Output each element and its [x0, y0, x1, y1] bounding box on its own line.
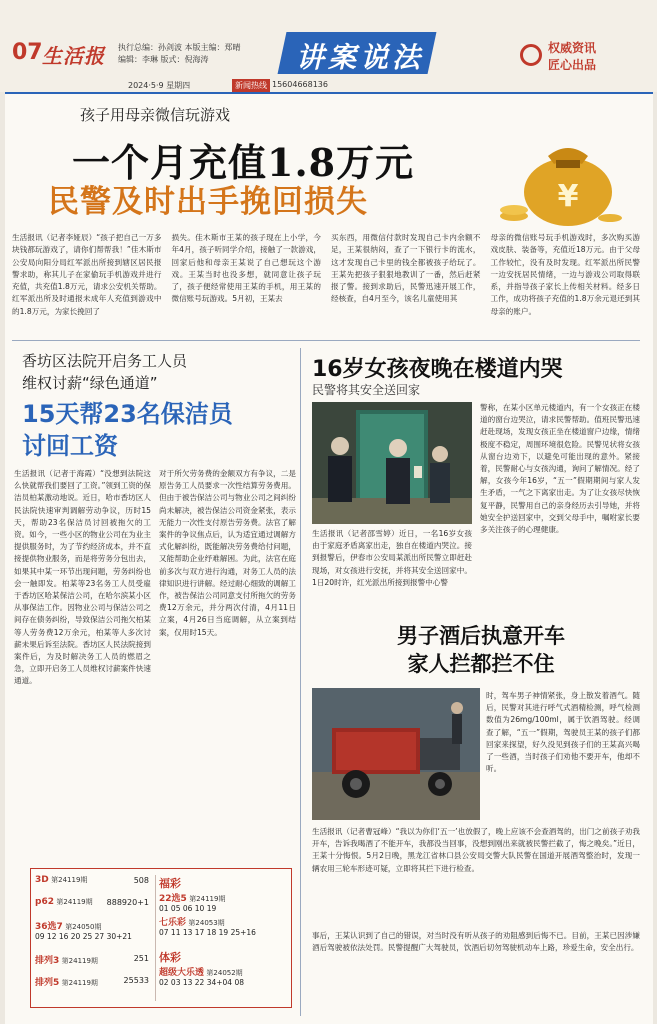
- column-divider: [300, 348, 301, 1016]
- lottery-left-list: [35, 875, 151, 997]
- story4-title-line-1: 男子酒后执意开车: [397, 624, 565, 648]
- newspaper-name: 生活报: [42, 44, 105, 68]
- welfare-lottery-logo: 福彩: [159, 877, 181, 890]
- hotline-label: 新闻热线: [232, 79, 270, 92]
- story1-body: [12, 232, 640, 318]
- page-header: [0, 0, 657, 92]
- slogan-line-2: 匠心出品: [548, 58, 597, 72]
- story4-closing-text: 事后，王某认识到了自己的错误，对当时没有听从孩子的劝阻感到后悔不已。目前，王某已因涉嫌酒后驾驶被依法处罚。民警提醒广大驾驶员，饮酒后切勿驾驶机动车上路，珍爱生命，安全出行。: [312, 931, 640, 953]
- tricycle-photo: [312, 688, 480, 820]
- lottery-right-list: [159, 875, 287, 989]
- lottery-sub-name: 超级大乐透: [159, 968, 205, 978]
- story1-col-2: 损失。佳木斯市王某的孩子现在上小学，今年4月，孩子听同学介绍，接触了一款游戏，回家后他和母亲王某说了自己想玩这个游戏。王某当时也没多想，就同意让孩子玩了，孩子便经常使用王某的手机，用王某的微信账号玩游戏。5月初，王某去: [171, 233, 321, 304]
- story4-lead-text: 生活报讯（记者曹冠峰）“我以为你们‘五一’也放假了，晚上应该不会查酒驾的，出门之前孩子劝我开车，告诉我喝酒了不能开车，我都没当回事，没想到刚出来就被民警拦截了，悔之晚矣。”近日，王某十分悔恨。5月2日晚，黑龙江省林口县公安局交警大队民警在国道开展酒驾整治时，发现一辆农用三轮车形迹可疑，立即将其拦下进行检查。: [312, 827, 640, 873]
- story2-title: [22, 398, 233, 462]
- lottery-row: [35, 953, 151, 975]
- lottery-issue: 第24053期: [188, 919, 225, 927]
- lottery-number: 09 12 16 20 25 27 30+21: [35, 932, 132, 941]
- story2-title-line-2: 讨回工资: [22, 432, 118, 460]
- lottery-separator: [155, 875, 156, 1001]
- money-bag-icon: [490, 110, 630, 230]
- lottery-number: 508: [133, 876, 149, 885]
- story1-col-4: 母亲的微信账号玩手机游戏时，多次购买游戏皮肤、装备等，充值近18万元。由于父母工作较忙，没有及时发现。红军派出所民警一边安抚居民情绪，一边与游戏公司取得联系，并指导孩子家长上传相关材料。经多日工作，成功将孩子充值的1.8万余元退还到其母亲的账户。: [490, 233, 640, 316]
- story4-title: [366, 622, 596, 678]
- police-hallway-photo: [312, 402, 472, 524]
- story3-title: 16岁女孩夜晚在楼道内哭: [312, 357, 563, 382]
- column-title: 讲案说法: [295, 41, 424, 74]
- lottery-name: p62: [35, 897, 54, 907]
- lottery-sub-name: 22选5: [159, 894, 187, 904]
- story3-subtitle: 民警将其安全送回家: [312, 383, 421, 397]
- lottery-issue: 第24052期: [206, 969, 243, 977]
- story1-kicker: 孩子用母亲微信玩游戏: [80, 106, 231, 124]
- lottery-name: 36选7: [35, 922, 63, 932]
- lottery-row: [159, 875, 287, 915]
- lottery-name: 七乐彩: [159, 918, 187, 928]
- lottery-row: [35, 875, 151, 897]
- lottery-results: [30, 868, 292, 1008]
- lottery-sub-line: [159, 965, 287, 978]
- slogan: [548, 40, 596, 74]
- lottery-issue: 第24050期: [65, 923, 102, 931]
- story2-kicker: [22, 350, 187, 394]
- lottery-name: 排列5: [35, 978, 60, 988]
- story2-col-2: 对于所欠劳务费的金额双方有争议，二是原告务工人员要求一次性结算劳务费用。但由于被告保洁公司与物业公司之间纠纷尚未解决，被告保洁公司资金紧张，表示无能力一次性支付原告劳务费。法官了解案件的争议焦点后，认为适宜通过调解方式化解纠纷，既能解决劳务费给付问题，又能帮助企业纾难解困。为此，法官在庭前多次与双方进行沟通，对务工人员的法律知识进行讲解。经过耐心细致的调解工作，被告保洁公司同意支付所拖欠的劳务费12万余元，并分两次付清，4月11日立案，4月26日当庭调解，从立案到结案，仅用时15天。: [159, 469, 296, 637]
- sports-lottery-logo: 体彩: [159, 951, 181, 964]
- page-number: 07: [12, 40, 43, 65]
- editor-credits: [118, 42, 241, 66]
- editor-line-2: 编辑：李琳 版式：倪海涛: [118, 55, 209, 64]
- lottery-row: [35, 919, 151, 953]
- lottery-number: 07 11 13 17 18 19 25+16: [159, 928, 256, 937]
- story1-col-3: 买东西，用微信付款时发现自己卡内余额不足，王某很纳闷，查了一下银行卡的流水，这才发现自己卡里的钱全都被孩子给玩了。王某先把孩子狠狠地教训了一番，然后赶紧报了警。接到求助后，民警迅速开展工作，经核查，自4月至今，该名儿童使用其: [331, 233, 481, 304]
- story1-title: 一个月充值1.8万元: [72, 140, 415, 185]
- lottery-number: 02 03 13 22 34+04 08: [159, 978, 245, 987]
- story2-kicker-line-1: 香坊区法院开启务工人员: [22, 352, 188, 370]
- slogan-line-1: 权威资讯: [548, 41, 597, 55]
- lottery-issue: 第24119期: [56, 898, 93, 906]
- editor-line-1: 执行总编：孙剑波 本版主编：郑晴: [118, 43, 241, 52]
- story4-right-text: 时，驾车男子神情紧张，身上散发着酒气。随后，民警对其进行呼气式酒精检测，呼气检测数值为26mg/100ml，属于饮酒驾驶。经调查了解，“五一”假期，驾驶员王某的孩子们都回家来探望，好久没见到孩子们的王某高兴喝了一些酒，当时孩子们劝他不要开车，他却不听。: [486, 691, 640, 774]
- lottery-row: [35, 975, 151, 997]
- lottery-row: [159, 949, 287, 989]
- lottery-number: 25533: [123, 976, 149, 985]
- lottery-name: 排列3: [35, 956, 60, 966]
- story3-left-text: 生活报讯（记者邵雪婷）近日，一名16岁女孩由于家庭矛盾离家出走，独自在楼道内哭泣。接到报警后，伊春市公安局某派出所民警立即赶赴现场，对女孩进行安抚，并将其安全送回家中。1日20时许，红光派出所接到报警中心警: [312, 529, 472, 587]
- lottery-issue: 第24119期: [189, 895, 226, 903]
- lottery-issue: 第24119期: [51, 876, 88, 884]
- lottery-issue: 第24119期: [61, 957, 98, 965]
- issue-date: 2024·5·9 星期四: [128, 81, 191, 90]
- story2-title-line-1: 15天帮23名保洁员: [22, 400, 233, 428]
- hotline-number: 15604668136: [272, 80, 328, 89]
- lottery-number: 01 05 06 10 19: [159, 904, 217, 913]
- story2-kicker-line-2: 维权讨薪“绿色通道”: [22, 374, 158, 392]
- lottery-name: 3D: [35, 875, 49, 885]
- lottery-row: [35, 897, 151, 919]
- story4-title-line-2: 家人拦都拦不住: [407, 652, 555, 676]
- story1-subtitle: 民警及时出手挽回损失: [48, 184, 368, 220]
- story3-right-text: 警称，在某小区单元楼道内，有一个女孩正在楼道的窗台边哭泣，请求民警帮助。值班民警迅速赶赴现场，发现女孩正坐在楼道窗户边缘，情绪极度不稳定，周围环境很危险。民警见状将女孩从窗台边劝下，以避免可能出现的意外。紧接着，民警耐心与女孩沟通，询问了解情况。经了解，女孩今年16岁，“五一”假期期间与家人发生矛盾，一气之下离家出走。为了让女孩尽快恢复平静，民警用自己的亲身经历去引导她，并将她安全护送回家中，交到父母手中，嘱咐家长要多关注孩子的心理健康。: [480, 403, 640, 535]
- story2-col-1: 生活报讯（记者于海霞）“没想到法院这么快就帮我们要回了工资。”领到工资的保洁员柏某激动地说。近日，哈市香坊区人民法院快速审判调解劳动争议，历时15天，帮助23名保洁员讨回被拖欠的工资。如今，一些小区的物业公司在为业主提供服务时，为了节约经济成本，并不直接提供物业服务，而是将劳务分包出去，如果其中某一环节出现问题，劳务纠纷也会一触即发。柏某等23名务工人员受雇于香坊区哈某保洁公司，在哈尔滨某小区从事保洁工作。因物业公司与保洁公司之间存在债务纠纷，导致保洁公司拖欠柏某等人劳务费12万余元，柏某等人多次讨薪未果后诉至法院。香坊区人民法院接到案件后，为及时解决务工人员的燃眉之急，立即开启务工人员维权讨薪案件快速通道。: [14, 469, 151, 686]
- lottery-issue: 第24119期: [61, 979, 98, 987]
- brand-logo-icon: [520, 44, 542, 66]
- story1-col-1: 生活报讯（记者李娅辰）“孩子把自己一万多块钱都玩游戏了，请你们帮帮我！”佳木斯市公安局向阳分局红军派出所接到辖区居民报警求助，称其儿子在家偷玩手机游戏并进行充值，共充值1.8万元，请求公安机关帮助。红军派出所及时通报未成年人充值到游戏中的1.8万元，为家长挽回了: [12, 233, 162, 316]
- svg-text:¥: ¥: [557, 179, 579, 214]
- story2-body: [14, 468, 296, 688]
- lottery-number: 888920+1: [106, 898, 149, 907]
- lottery-sub-line: [159, 891, 287, 904]
- section-divider: [12, 340, 640, 341]
- lottery-row: [159, 915, 287, 949]
- lottery-number: 251: [133, 954, 149, 963]
